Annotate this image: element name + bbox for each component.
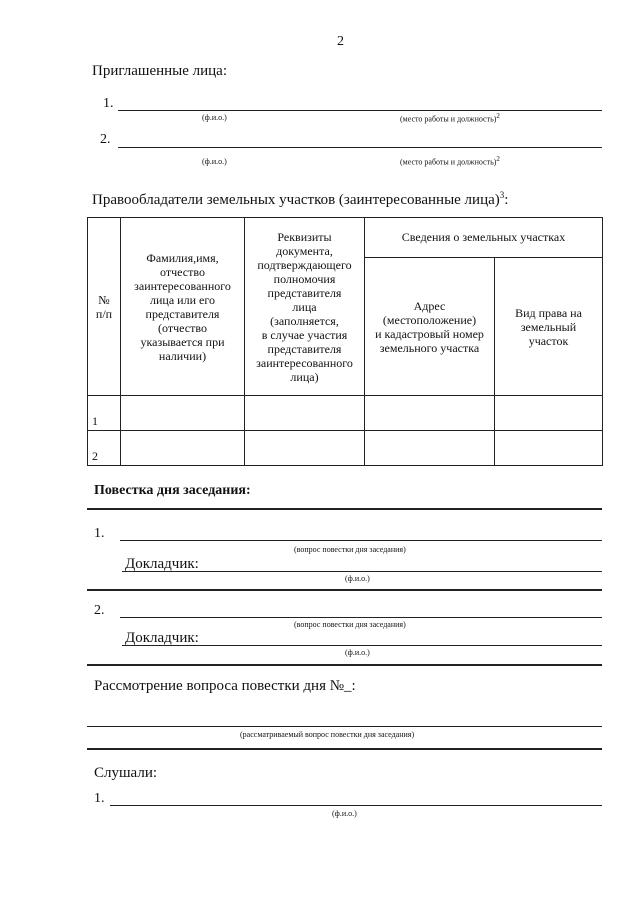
agenda-title: Повестка дня заседания: [94,483,251,498]
invited-item-1-workplace-caption [400,112,500,124]
agenda-item-2-num: 2. [94,603,105,618]
workplace-text: (место работы и должность) [400,114,497,124]
row-2-num: 2 [88,431,121,466]
row-1-num: 1 [88,396,121,431]
page-number: 2 [337,34,344,49]
header-num: № п/п [88,218,121,396]
header-right-type: Вид права на земельный участок [495,258,603,396]
invited-item-2-num: 2. [100,132,111,147]
listened-item-num: 1. [94,791,105,806]
header-land-info: Сведения о земельных участках [365,218,603,258]
row-1-docs-cell[interactable] [245,396,365,431]
invited-item-2-line[interactable] [118,147,602,148]
invited-item-2-workplace-caption [400,155,500,167]
review-caption: (рассматриваемый вопрос повестки дня заседания) [240,730,415,739]
agenda-item-1-speaker-label: Докладчик: [125,556,199,572]
row-2-name-cell[interactable] [121,431,245,466]
review-divider [87,748,602,750]
agenda-item-2-speaker-line[interactable] [122,645,602,646]
listened-title: Слушали: [94,765,158,781]
row-1-name-cell[interactable] [121,396,245,431]
invited-item-2-fio-caption: (ф.и.о.) [202,157,227,166]
invited-item-1-num: 1. [103,96,114,111]
agenda-item-1-speaker-line[interactable] [122,571,602,572]
agenda-item-1-divider [87,589,602,591]
owners-title [92,190,508,209]
row-2-right-cell[interactable] [495,431,603,466]
owners-title-text: Правообладатели земельных участков (заинтересованные лица) [92,192,500,208]
agenda-item-2-question-line[interactable] [120,617,602,618]
listened-fio-caption: (ф.и.о.) [332,809,357,818]
agenda-item-1-num: 1. [94,526,105,541]
row-1-right-cell[interactable] [495,396,603,431]
agenda-item-1-question-caption: (вопрос повестки дня заседания) [294,545,406,554]
row-2-address-cell[interactable] [365,431,495,466]
agenda-item-2-fio-caption: (ф.и.о.) [345,648,370,657]
footnote-mark: 2 [496,112,500,120]
footnote-mark: 2 [496,155,500,163]
agenda-item-2-divider [87,664,602,666]
invited-title: Приглашенные лица: [92,63,228,79]
header-docs: Реквизиты документа, подтверждающего полномочия представителя лица (заполняется, в случае участия представителя заинтересованного лица) [245,218,365,396]
agenda-item-2-question-caption: (вопрос повестки дня заседания) [294,620,406,629]
header-address: Адрес (местоположение) и кадастровый номер земельного участка [365,258,495,396]
row-1-address-cell[interactable] [365,396,495,431]
footnote-mark: 3 [499,190,505,200]
header-name: Фамилия,имя, отчество заинтересованного лица или его представителя (отчество указывается при наличии) [121,218,245,396]
agenda-item-1-fio-caption: (ф.и.о.) [345,574,370,583]
workplace-text: (место работы и должность) [400,157,497,167]
agenda-divider [87,508,602,510]
agenda-item-2-speaker-label: Докладчик: [125,630,199,646]
row-2-docs-cell[interactable] [245,431,365,466]
owners-title-colon: : [504,192,509,208]
owners-table [87,217,603,466]
review-line[interactable] [87,726,602,727]
listened-item-line[interactable] [110,805,602,806]
invited-item-1-fio-caption: (ф.и.о.) [202,113,227,122]
review-title: Рассмотрение вопроса повестки дня №_: [94,678,356,694]
agenda-item-1-question-line[interactable] [120,540,602,541]
invited-item-1-line[interactable] [118,110,602,111]
